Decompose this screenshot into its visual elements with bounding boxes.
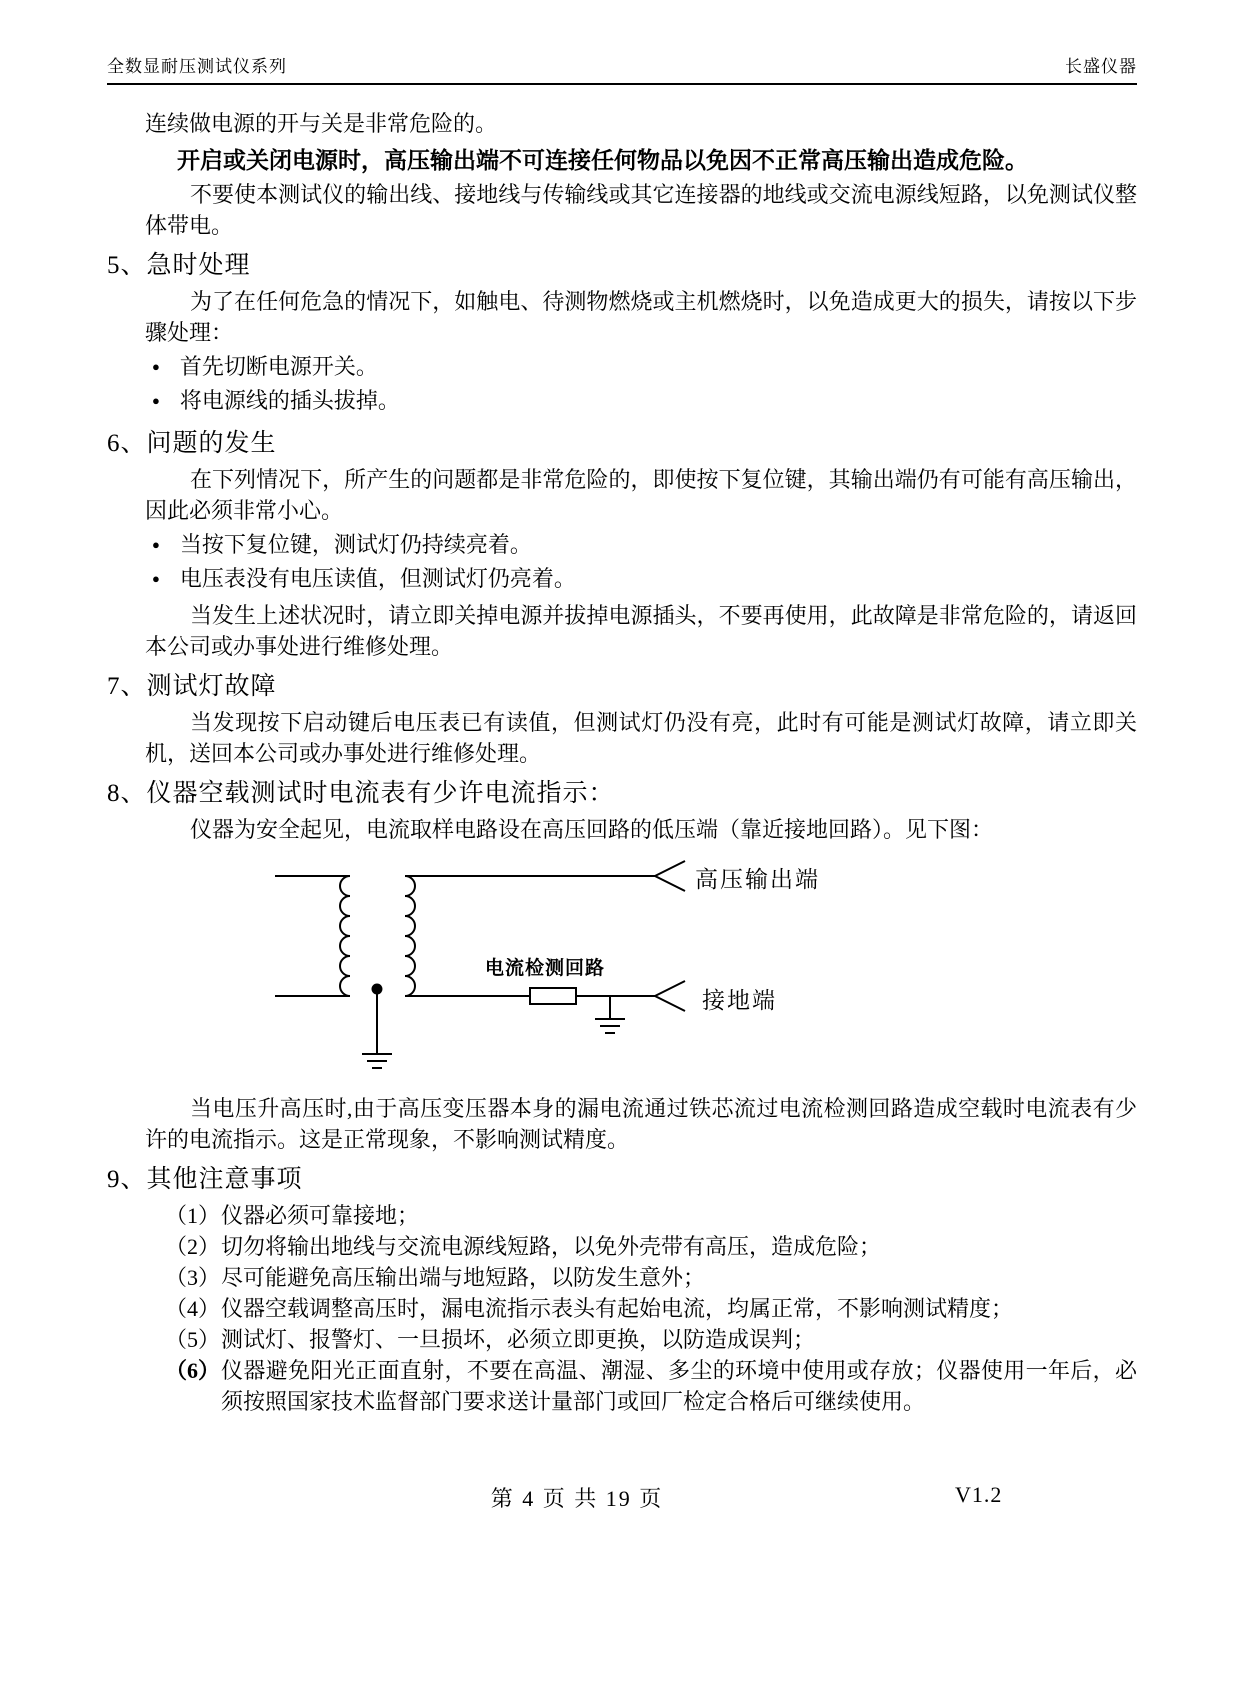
bullet-icon: ● bbox=[152, 359, 160, 374]
paragraph-leakage-explanation: 当电压升高压时,由于高压变压器本身的漏电流通过铁芯流过电流检测回路造成空载时电流表有少许的电流指示。这是正常现象，不影响测试精度。 bbox=[145, 1096, 1137, 1152]
bullet-icon: ● bbox=[152, 537, 160, 552]
numbered-item bbox=[165, 1293, 1137, 1324]
paragraph-problems-intro: 在下列情况下，所产生的问题都是非常危险的，即使按下复位键，其输出端仍有可能有高压输出，因此必须非常小心。 bbox=[145, 467, 1137, 523]
item-number: （4） bbox=[165, 1296, 221, 1321]
header-company-name: 长盛仪器 bbox=[1065, 57, 1137, 76]
numbered-item bbox=[165, 1231, 1137, 1262]
bullet-text: 当按下复位键，测试灯仍持续亮着。 bbox=[179, 532, 532, 557]
label-current-detect-circuit: 电流检测回路 bbox=[485, 958, 606, 979]
version-number: V1.2 bbox=[955, 1482, 1003, 1507]
page-number: 第 4 页 共 19 页 bbox=[490, 1486, 664, 1511]
item-text: 仪器空载调整高压时，漏电流指示表头有起始电流，均属正常，不影响测试精度； bbox=[221, 1296, 1014, 1321]
section-title-5-emergency: 5、急时处理 bbox=[107, 252, 251, 279]
ground-terminal-arrow bbox=[655, 981, 685, 1011]
paragraph-problems-action: 当发生上述状况时，请立即关掉电源并拔掉电源插头，不要再使用，此故障是非常危险的，请返回本公司或办事处进行维修处理。 bbox=[145, 603, 1137, 659]
paragraph-short-circuit-warning: 不要使本测试仪的输出线、接地线与传输线或其它连接器的地线或交流电源线短路，以免测试仪整体带电。 bbox=[145, 182, 1137, 238]
paragraph-power-cycle-warning: 连续做电源的开与关是非常危险的。 bbox=[145, 111, 498, 136]
paragraph-emergency-intro: 为了在任何危急的情况下，如触电、待测物燃烧或主机燃烧时，以免造成更大的损失，请按以下步骤处理： bbox=[145, 289, 1137, 345]
item-number: （2） bbox=[165, 1234, 221, 1259]
item-text: 测试灯、报警灯、一旦损坏，必须立即更换，以防造成误判； bbox=[221, 1327, 816, 1352]
label-hv-output: 高压输出端 bbox=[695, 866, 820, 892]
bullet-text: 将电源线的插头拔掉。 bbox=[179, 388, 400, 413]
page-content bbox=[107, 0, 1137, 1511]
bullet-icon: ● bbox=[152, 571, 160, 586]
item-number: （3） bbox=[165, 1265, 221, 1290]
section-title-9-other-notes: 9、其他注意事项 bbox=[107, 1166, 303, 1193]
header-series-title: 全数显耐压测试仪系列 bbox=[107, 57, 287, 76]
bullet-text: 首先切断电源开关。 bbox=[179, 354, 378, 379]
circuit-schematic bbox=[107, 851, 1137, 1089]
current-detect-resistor bbox=[530, 988, 576, 1004]
bullet-text: 电压表没有电压读值，但测试灯仍亮着。 bbox=[179, 566, 576, 591]
bullet-icon: ● bbox=[152, 393, 160, 408]
item-text: 切勿将输出地线与交流电源线短路，以免外壳带有高压，造成危险； bbox=[221, 1234, 882, 1259]
list-item bbox=[152, 529, 1137, 563]
numbered-item bbox=[165, 1355, 1137, 1417]
core-ground-symbol bbox=[362, 1054, 392, 1068]
numbered-item bbox=[165, 1324, 1137, 1355]
transformer-circuit-diagram bbox=[107, 851, 1137, 1089]
page-header bbox=[107, 0, 1137, 85]
item-number: （5） bbox=[165, 1327, 221, 1352]
numbered-item bbox=[165, 1262, 1137, 1293]
section-title-7-test-lamp-fault: 7、测试灯故障 bbox=[107, 673, 277, 700]
item-text: 尽可能避免高压输出端与地短路，以防发生意外； bbox=[221, 1265, 706, 1290]
list-item bbox=[152, 385, 1137, 419]
section-title-8-no-load-current: 8、仪器空载测试时电流表有少许电流指示： bbox=[107, 780, 615, 807]
ground-symbol bbox=[595, 1019, 625, 1033]
primary-winding bbox=[340, 876, 350, 996]
numbered-item bbox=[165, 1200, 1137, 1231]
item-number: （1） bbox=[165, 1203, 221, 1228]
paragraph-sampling-circuit: 仪器为安全起见，电流取样电路设在高压回路的低压端（靠近接地回路）。见下图： bbox=[190, 817, 994, 842]
item-text: 仪器必须可靠接地； bbox=[221, 1203, 420, 1228]
list-item bbox=[152, 563, 1137, 597]
bold-warning-text: 开启或关闭电源时，高压输出端不可连接任何物品以免因不正常高压输出造成危险。 bbox=[177, 147, 1028, 173]
hv-output-terminal-arrow bbox=[655, 861, 685, 891]
section-title-6-problems: 6、问题的发生 bbox=[107, 430, 277, 457]
document-body bbox=[107, 85, 1137, 1417]
label-ground-terminal: 接地端 bbox=[702, 987, 777, 1013]
item-number: （6） bbox=[165, 1358, 221, 1383]
secondary-winding bbox=[405, 876, 415, 996]
page-footer bbox=[107, 1482, 1137, 1513]
paragraph-test-lamp-fault: 当发现按下启动键后电压表已有读值，但测试灯仍没有亮，此时有可能是测试灯故障，请立即关机，送回本公司或办事处进行维修处理。 bbox=[145, 710, 1137, 766]
list-item bbox=[152, 351, 1137, 385]
item-text: 仪器避免阳光正面直射，不要在高温、潮湿、多尘的环境中使用或存放；仪器使用一年后，必须按照国家技术监督部门要求送计量部门或回厂检定合格后可继续使用。 bbox=[221, 1358, 1137, 1414]
